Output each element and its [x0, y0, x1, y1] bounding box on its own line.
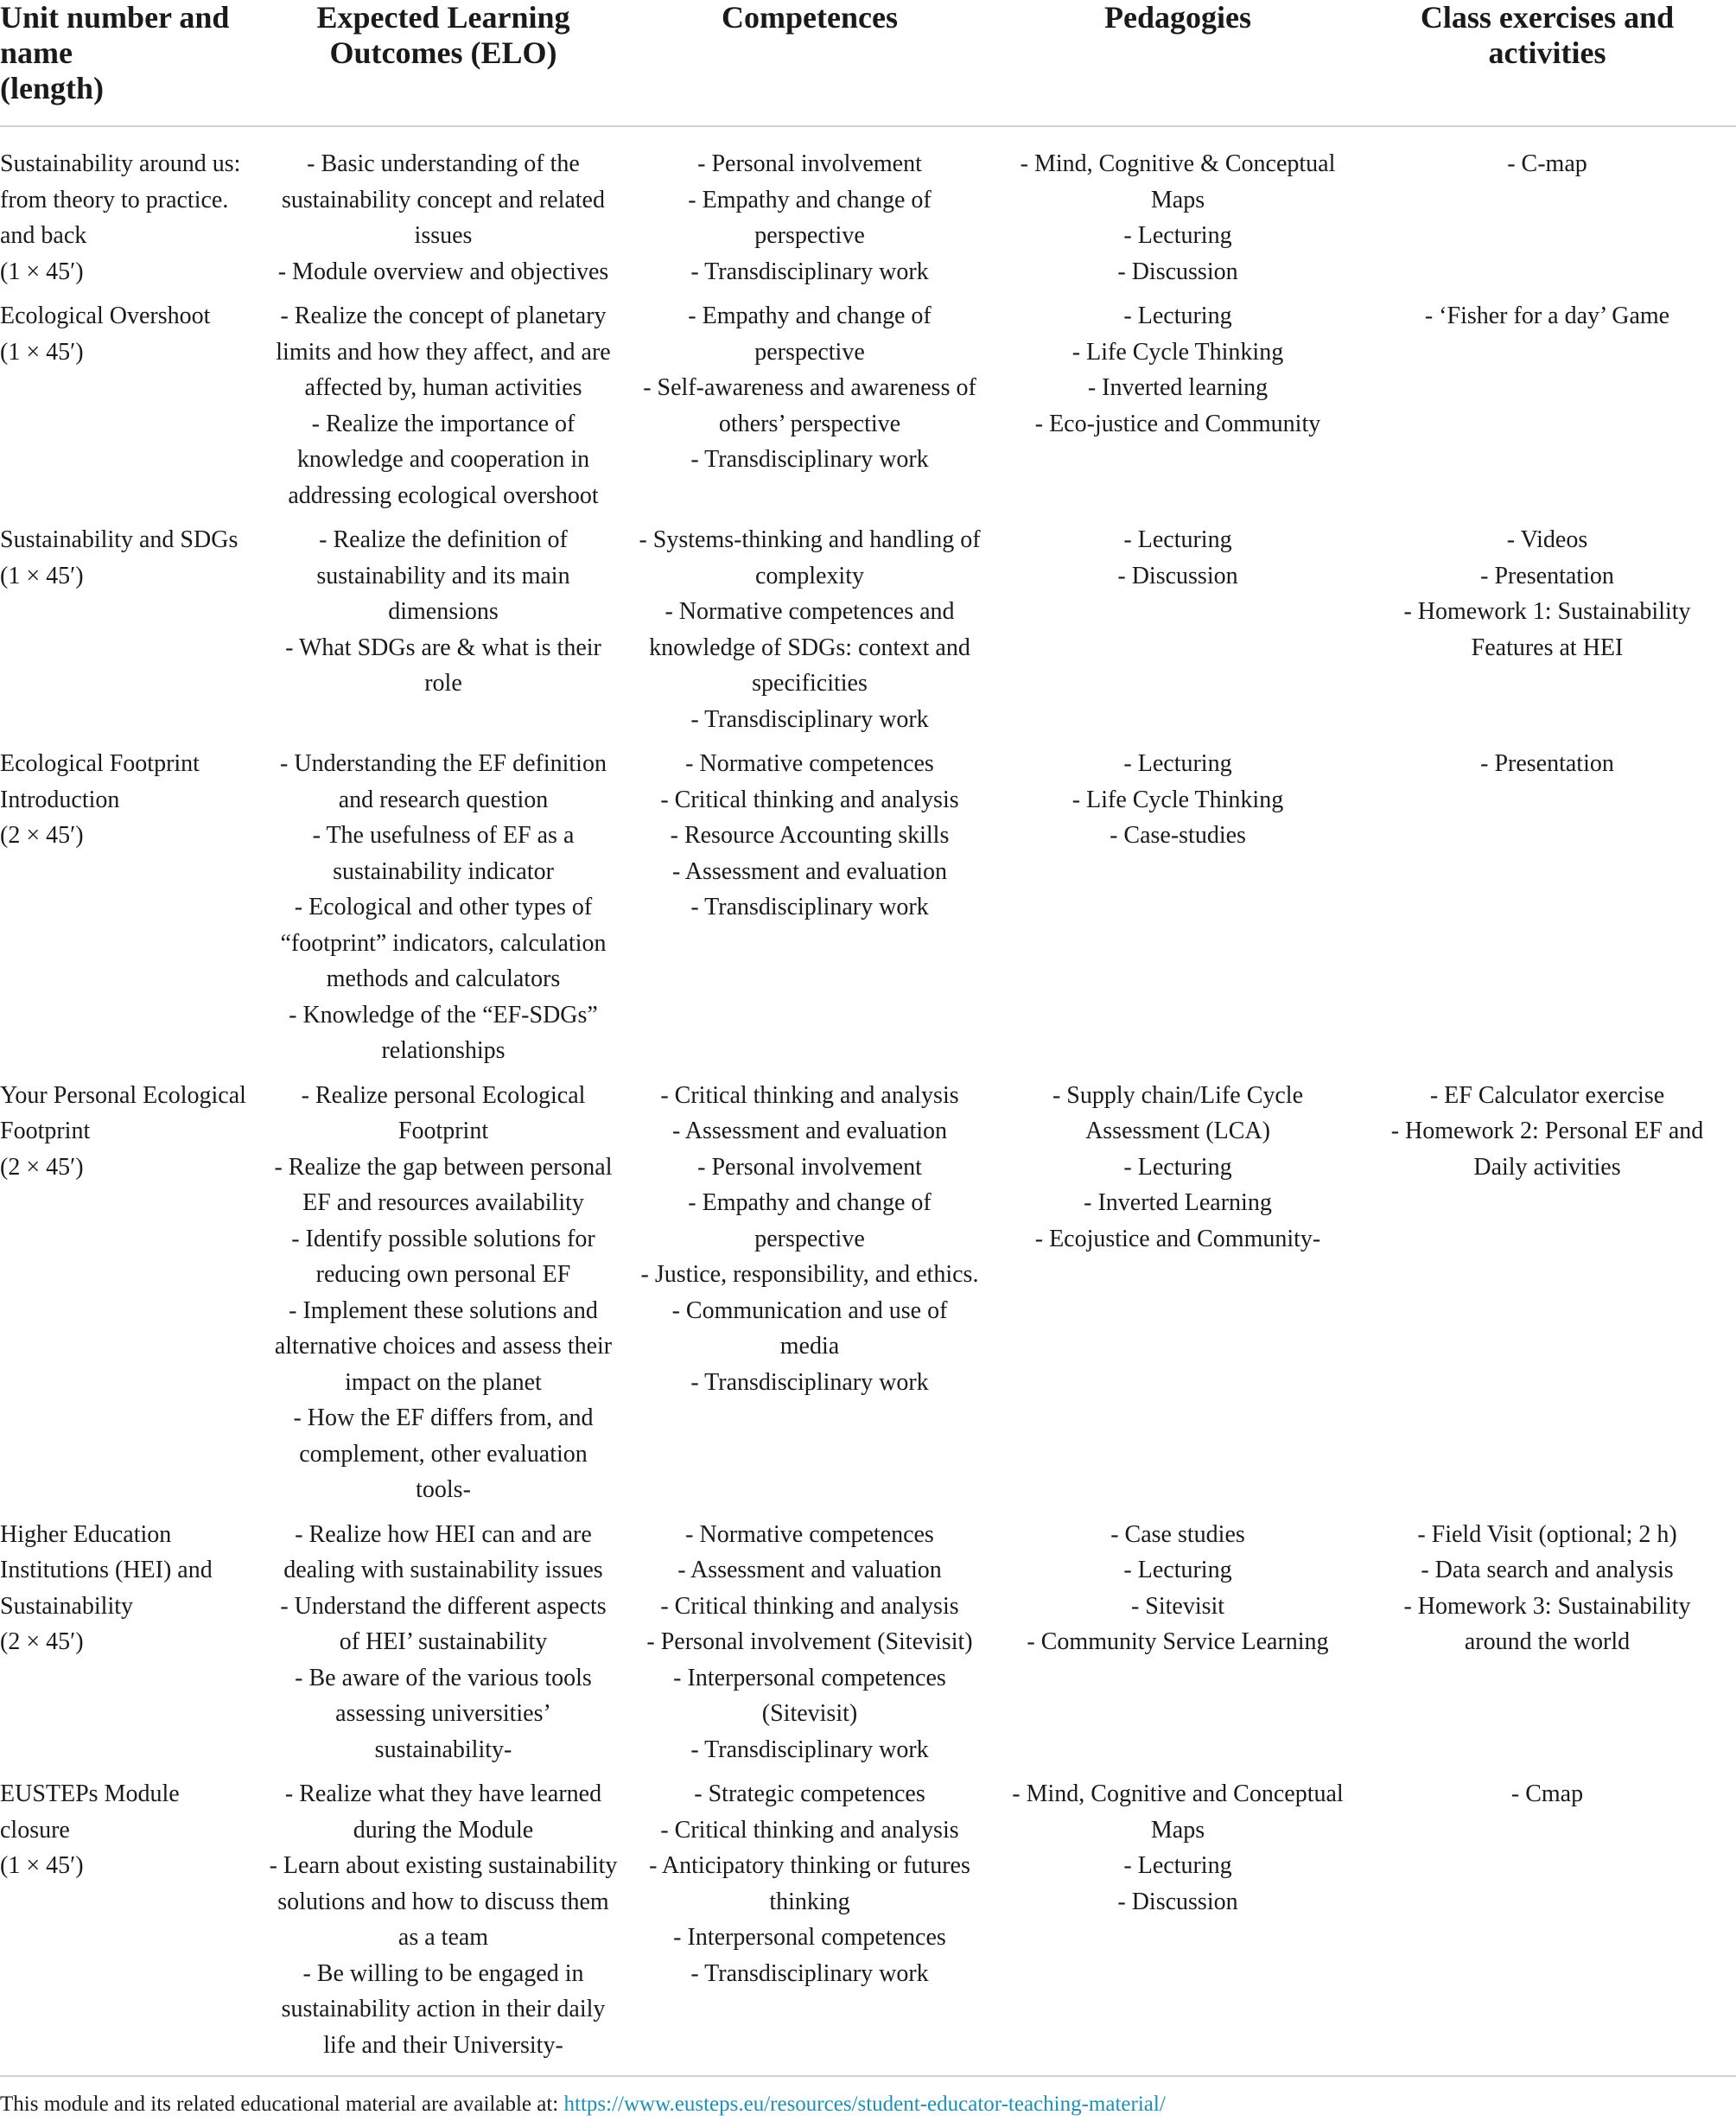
text-line: - Assessment and valuation	[677, 1557, 942, 1583]
text-line: Sustainability and SDGs	[0, 526, 238, 553]
text-line: - Transdisciplinary work	[690, 705, 929, 733]
text-line: - Case studies	[1110, 1520, 1245, 1548]
text-line: - Self-awareness and awareness of	[643, 374, 976, 401]
header-pedagogies	[997, 0, 1358, 126]
text-line: knowledge and cooperation in	[296, 446, 590, 473]
text-line: - Critical thinking and analysis	[660, 1592, 959, 1620]
text-line: (2 × 45′)	[0, 1153, 84, 1181]
text-line: sustainability action in their daily	[281, 1996, 606, 2022]
text-line: Higher Education	[0, 1520, 172, 1548]
text-line: EF and resources availability	[302, 1189, 584, 1216]
text-line: sustainability concept and related	[282, 186, 605, 213]
text-line: thinking	[769, 1888, 850, 1915]
text-line: - Critical thinking and analysis	[660, 1816, 959, 1844]
text-line: Ecological Footprint	[0, 750, 200, 777]
text-line: - Interpersonal competences	[673, 1924, 946, 1951]
cell-competences	[622, 746, 997, 1078]
text-line: - Empathy and change of	[688, 186, 932, 213]
text-line: and back	[0, 222, 87, 249]
text-line: - Case-studies	[1110, 822, 1246, 849]
text-line: - ‘Fisher for a day’ Game	[1424, 303, 1670, 329]
cell-pedagogies	[997, 126, 1358, 298]
text-line: - Transdisciplinary work	[690, 258, 929, 285]
text-line: assessing universities’	[335, 1700, 551, 1727]
text-line: - Lecturing	[1123, 1852, 1232, 1879]
text-line: - Empathy and change of	[688, 303, 932, 329]
text-line: during the Module	[353, 1816, 534, 1844]
text-line: - Life Cycle Thinking	[1071, 786, 1284, 813]
cell-activities	[1358, 298, 1736, 522]
text-line: sustainability-	[374, 1736, 512, 1763]
cell-competences	[622, 1517, 997, 1777]
text-line: (Sitevisit)	[761, 1700, 858, 1727]
text-line: addressing ecological overshoot	[288, 481, 599, 509]
text-line: - Normative competences	[685, 1520, 934, 1548]
text-line: Features at HEI	[1471, 634, 1624, 661]
text-line: - Presentation	[1480, 562, 1614, 589]
footnote-text: This module and its related educational material are available at:	[0, 2092, 564, 2116]
text-line: - Understand the different aspects	[280, 1592, 607, 1620]
cell-activities	[1358, 746, 1736, 1078]
header-competences	[622, 0, 997, 126]
text-line: - Homework 2: Personal EF and	[1390, 1118, 1704, 1144]
table-row	[0, 298, 1736, 522]
cell-unit	[0, 522, 264, 746]
header-elo	[264, 0, 622, 126]
text-line: alternative choices and assess their	[274, 1333, 613, 1360]
text-line: life and their University-	[323, 2031, 563, 2059]
cell-elo	[264, 1517, 622, 1777]
text-line: - The usefulness of EF as a	[312, 822, 575, 849]
cell-activities	[1358, 1776, 1736, 2072]
text-line: - Discussion	[1117, 562, 1238, 589]
text-line: - Realize the importance of	[311, 410, 575, 437]
table-row	[0, 126, 1736, 298]
text-line: limits and how they affect, and are	[276, 338, 611, 366]
cell-elo	[264, 126, 622, 298]
text-line: - Normative competences	[685, 750, 934, 777]
text-line: complement, other evaluation	[299, 1440, 588, 1468]
text-line: Daily activities	[1473, 1153, 1621, 1181]
cell-unit	[0, 1517, 264, 1777]
text-line: - Videos	[1506, 526, 1588, 553]
text-line: Introduction	[0, 786, 120, 813]
text-line: - Module overview and objectives	[277, 258, 609, 285]
text-line: affected by, human activities	[304, 374, 582, 401]
text-line: - EF Calculator exercise	[1429, 1081, 1665, 1109]
text-line: Footprint	[397, 1118, 489, 1144]
text-line: - Personal involvement (Sitevisit)	[646, 1628, 973, 1655]
text-line: solutions and how to discuss them	[277, 1888, 609, 1915]
cell-competences	[622, 1776, 997, 2072]
text-line: - Mind, Cognitive & Conceptual	[1020, 150, 1336, 177]
table-row	[0, 1078, 1736, 1517]
text-line: - Transdisciplinary work	[690, 1959, 929, 1987]
text-line: role	[424, 670, 462, 697]
text-line: - Cmap	[1510, 1780, 1584, 1807]
text-line: - Life Cycle Thinking	[1071, 338, 1284, 366]
text-line: closure	[0, 1816, 70, 1844]
text-line: knowledge of SDGs: context and	[649, 634, 970, 661]
cell-pedagogies	[997, 1776, 1358, 2072]
text-line: - Sitevisit	[1130, 1592, 1225, 1620]
text-line: (2 × 45′)	[0, 1628, 84, 1655]
text-line: - Discussion	[1117, 1888, 1238, 1915]
cell-activities	[1358, 522, 1736, 746]
text-line: and research question	[338, 786, 549, 813]
text-line: - C-map	[1507, 150, 1587, 177]
cell-activities	[1358, 126, 1736, 298]
text-line: - Personal involvement	[697, 150, 922, 177]
text-line: Outcomes (ELO)	[329, 35, 557, 70]
text-line: - Implement these solutions and	[289, 1296, 598, 1324]
text-line: - Identify possible solutions for	[291, 1225, 595, 1252]
cell-competences	[622, 1078, 997, 1517]
header-unit	[0, 0, 264, 126]
cell-pedagogies	[997, 298, 1358, 522]
text-line: - Realize what they have learned	[284, 1780, 602, 1807]
table-footnote	[0, 2075, 1736, 2118]
header-row	[0, 0, 1736, 126]
cell-pedagogies	[997, 1517, 1358, 1777]
text-line: impact on the planet	[345, 1368, 542, 1396]
text-line: - Realize how HEI can and are	[295, 1520, 592, 1548]
text-line: - What SDGs are & what is their	[285, 634, 601, 661]
text-line: - Discussion	[1117, 258, 1238, 285]
text-line: (2 × 45′)	[0, 822, 84, 849]
cell-unit	[0, 1776, 264, 2072]
text-line: specificities	[752, 670, 868, 697]
text-line: - Strategic competences	[694, 1780, 925, 1807]
text-line: (1 × 45′)	[0, 1852, 84, 1879]
text-line: - Ecological and other types of	[294, 894, 593, 920]
text-line: - Lecturing	[1123, 1153, 1232, 1181]
text-line: name	[0, 35, 73, 70]
text-line: - Normative competences and	[665, 598, 955, 625]
table-body	[0, 126, 1736, 2072]
text-line: - Inverted learning	[1087, 374, 1269, 401]
text-line: “footprint” indicators, calculation	[280, 929, 607, 957]
table-row	[0, 522, 1736, 746]
cell-elo	[264, 522, 622, 746]
header-activities	[1358, 0, 1736, 126]
text-line: Class exercises and	[1420, 0, 1675, 35]
text-line: around the world	[1464, 1628, 1631, 1655]
text-line: - Assessment and evaluation	[671, 857, 948, 885]
text-line: - Personal involvement	[697, 1153, 922, 1181]
text-line: - Homework 1: Sustainability	[1403, 598, 1691, 625]
text-line: sustainability indicator	[333, 857, 554, 885]
text-line: - Basic understanding of the	[307, 150, 580, 177]
text-line: methods and calculators	[326, 965, 561, 992]
text-line: Competences	[722, 0, 898, 35]
cell-pedagogies	[997, 1078, 1358, 1517]
text-line: - Knowledge of the “EF-SDGs”	[289, 1001, 598, 1029]
text-line: activities	[1488, 35, 1606, 70]
table-row	[0, 746, 1736, 1078]
text-line: - Understanding the EF definition	[280, 750, 607, 777]
text-line: - Supply chain/Life Cycle	[1052, 1081, 1304, 1109]
text-line: relationships	[381, 1037, 506, 1064]
text-line: EUSTEPs Module	[0, 1780, 180, 1807]
text-line: of HEI’ sustainability	[339, 1628, 548, 1655]
text-line: - Justice, responsibility, and ethics.	[640, 1261, 979, 1288]
text-line: Unit number and	[0, 0, 230, 35]
text-line: Your Personal Ecological	[0, 1081, 246, 1109]
text-line: - Mind, Cognitive and Conceptual	[1012, 1780, 1344, 1807]
text-line: - Anticipatory thinking or futures	[649, 1852, 970, 1879]
text-line: - Data search and analysis	[1421, 1557, 1674, 1583]
text-line: Expected Learning	[316, 0, 570, 35]
cell-competences	[622, 522, 997, 746]
text-line: - Realize the gap between personal	[274, 1153, 613, 1181]
text-line: - Learn about existing sustainability	[269, 1852, 618, 1879]
cell-competences	[622, 126, 997, 298]
text-line: - Lecturing	[1123, 303, 1232, 329]
text-line: perspective	[754, 222, 865, 249]
text-line: - Empathy and change of	[688, 1189, 932, 1216]
text-line: - Eco-justice and Community	[1034, 410, 1321, 437]
text-line: Sustainability around us:	[0, 150, 241, 177]
cell-pedagogies	[997, 522, 1358, 746]
text-line: others’ perspective	[718, 410, 901, 437]
text-line: (1 × 45′)	[0, 338, 84, 366]
text-line: - Presentation	[1480, 750, 1614, 777]
text-line: Footprint	[0, 1118, 91, 1144]
text-line: - Transdisciplinary work	[690, 446, 929, 473]
cell-competences	[622, 298, 997, 522]
text-line: Maps	[1150, 186, 1205, 213]
cell-pedagogies	[997, 746, 1358, 1078]
text-line: - Field Visit (optional; 2 h)	[1417, 1520, 1677, 1548]
text-line: - Critical thinking and analysis	[660, 786, 959, 813]
text-line: complexity	[755, 562, 864, 589]
text-line: dimensions	[388, 598, 499, 625]
cell-elo	[264, 1776, 622, 2072]
text-line: Maps	[1150, 1816, 1205, 1844]
text-line: - Realize the definition of	[319, 526, 568, 553]
text-line: issues	[414, 222, 473, 249]
text-line: - How the EF differs from, and	[293, 1404, 594, 1431]
cell-unit	[0, 126, 264, 298]
text-line: - Ecojustice and Community-	[1034, 1225, 1321, 1252]
text-line: - Lecturing	[1123, 750, 1232, 777]
text-line: - Interpersonal competences	[673, 1664, 946, 1691]
cell-activities	[1358, 1517, 1736, 1777]
text-line: - Be willing to be engaged in	[302, 1959, 584, 1987]
text-line: - Lecturing	[1123, 1557, 1232, 1583]
text-line: - Resource Accounting skills	[670, 822, 950, 849]
text-line: - Transdisciplinary work	[690, 1736, 929, 1763]
text-line: reducing own personal EF	[315, 1261, 571, 1288]
text-line: (1 × 45′)	[0, 258, 84, 285]
text-line: dealing with sustainability issues	[283, 1557, 603, 1583]
text-line: Institutions (HEI) and	[0, 1557, 213, 1583]
text-line: Assessment (LCA)	[1085, 1118, 1270, 1144]
text-line: - Transdisciplinary work	[690, 894, 929, 920]
text-line: as a team	[397, 1924, 489, 1951]
text-line: - Realize personal Ecological	[301, 1081, 586, 1109]
text-line: media	[779, 1333, 840, 1360]
cell-elo	[264, 298, 622, 522]
cell-activities	[1358, 1078, 1736, 1517]
text-line: (1 × 45′)	[0, 562, 84, 589]
cell-unit	[0, 1078, 264, 1517]
text-line: - Transdisciplinary work	[690, 1368, 929, 1396]
text-line: (length)	[0, 71, 104, 105]
table-row	[0, 1517, 1736, 1777]
text-line: tools-	[416, 1476, 471, 1503]
text-line: - Assessment and evaluation	[671, 1118, 948, 1144]
text-line: - Lecturing	[1123, 222, 1232, 249]
text-line: Ecological Overshoot	[0, 303, 211, 329]
table-header	[0, 0, 1736, 126]
text-line: Sustainability	[0, 1592, 133, 1620]
text-line: - Systems-thinking and handling of	[639, 526, 981, 553]
cell-unit	[0, 298, 264, 522]
text-line: perspective	[754, 1225, 865, 1252]
cell-elo	[264, 746, 622, 1078]
text-line: - Critical thinking and analysis	[660, 1081, 959, 1109]
text-line: perspective	[754, 338, 865, 366]
cell-unit	[0, 746, 264, 1078]
text-line: - Communication and use of	[671, 1296, 948, 1324]
text-line: - Community Service Learning	[1027, 1628, 1329, 1655]
text-line: Pedagogies	[1104, 0, 1251, 35]
text-line: sustainability and its main	[316, 562, 570, 589]
cell-elo	[264, 1078, 622, 1517]
text-line: from theory to practice.	[0, 186, 229, 213]
text-line: - Be aware of the various tools	[295, 1664, 592, 1691]
text-line: - Inverted Learning	[1084, 1189, 1272, 1216]
footnote-link[interactable]: https://www.eusteps.eu/resources/student-educator-teaching-material/	[563, 2092, 1166, 2116]
text-line: - Realize the concept of planetary	[280, 303, 607, 329]
text-line: - Lecturing	[1123, 526, 1232, 553]
text-line: - Homework 3: Sustainability	[1403, 1592, 1691, 1620]
table-row	[0, 1776, 1736, 2072]
